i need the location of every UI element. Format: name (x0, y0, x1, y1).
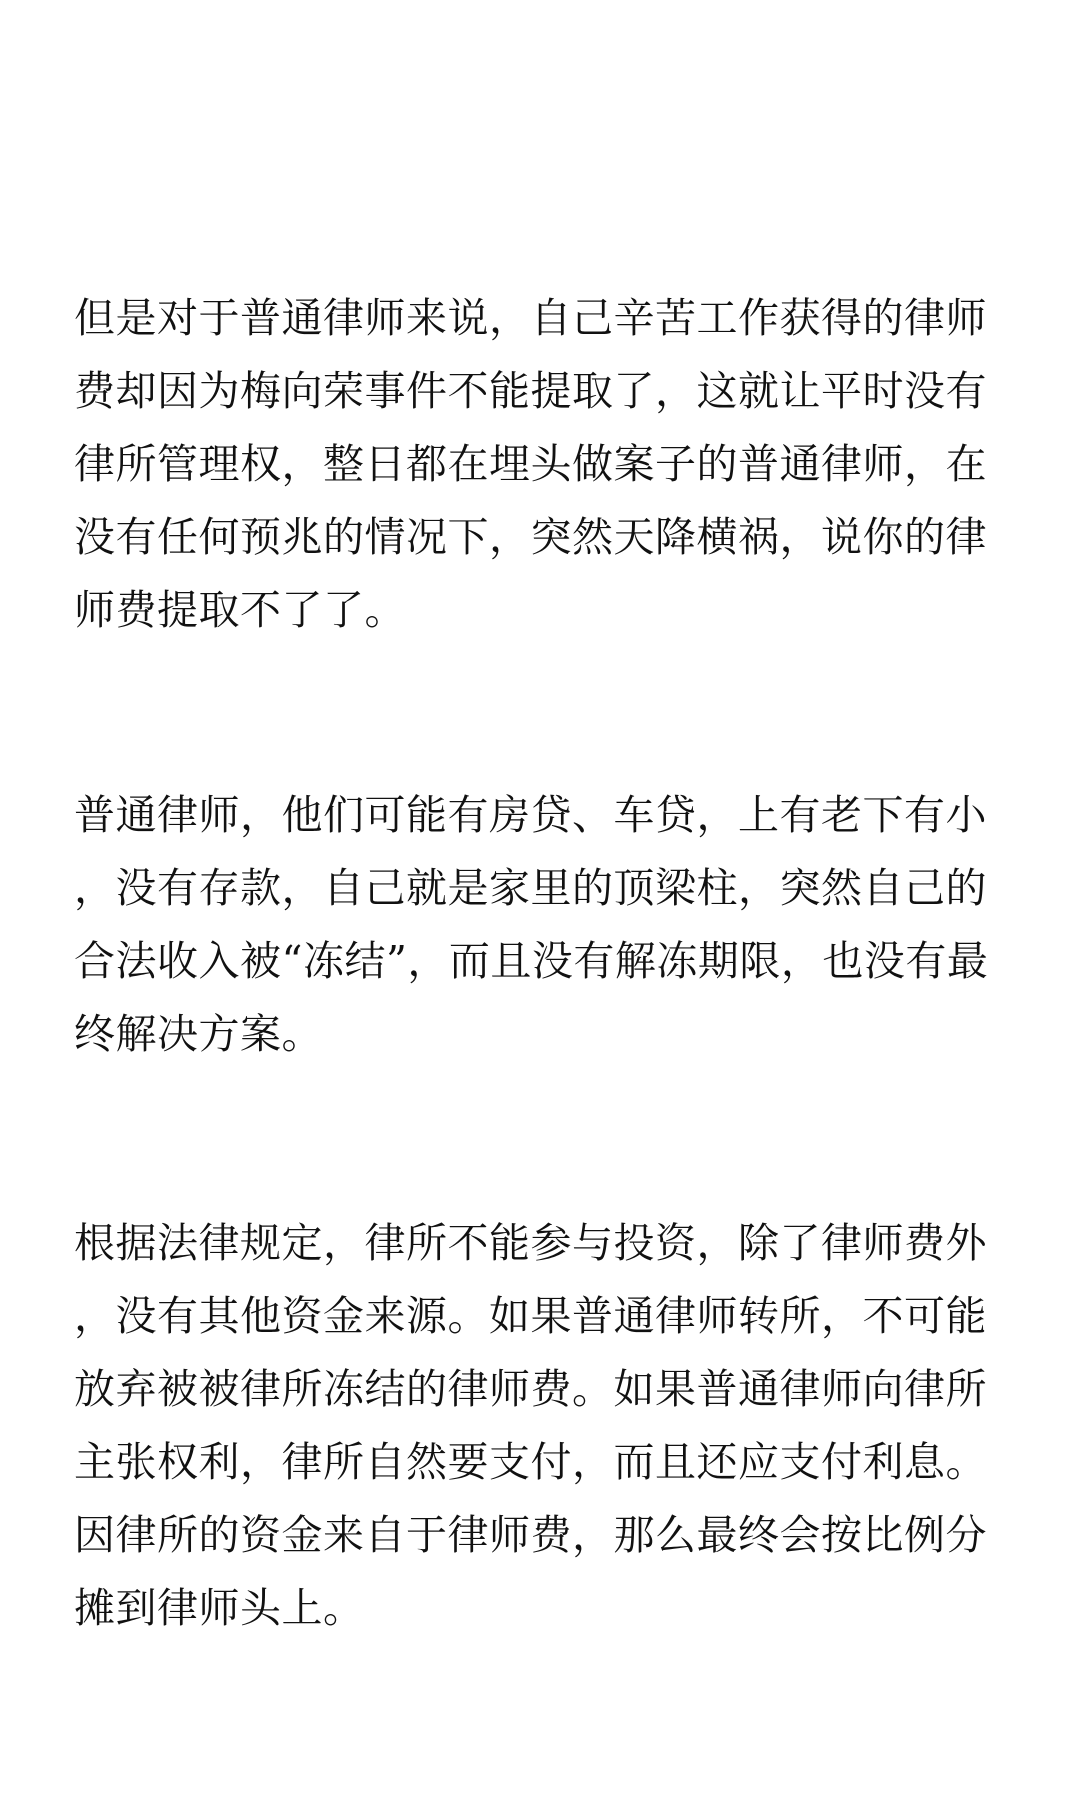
article-paragraph-3: 根据法律规定，律所不能参与投资，除了律师费外，没有其他资金来源。如果普通律师转所，不可能放弃被被律所冻结的律师费。如果普通律师向律所主张权利，律所自然要支付，而且还应支付利息。因律所的资金来自于律师费，那么最终会按比例分摊到律师头上。 (74, 1219, 987, 1632)
article-paragraph-2: 普通律师，他们可能有房贷、车贷，上有老下有小，没有存款，自己就是家里的顶梁柱，突然自己的合法收入被“冻结”，而且没有解冻期限，也没有最终解决方案。 (74, 791, 989, 1058)
article-paragraph-1: 但是对于普通律师来说，自己辛苦工作获得的律师费却因为梅向荣事件不能提取了，这就让平时没有律所管理权，整日都在埋头做案子的普通律师，在没有任何预兆的情况下，突然天降横祸，说你的律师费提取不了了。 (74, 294, 987, 634)
